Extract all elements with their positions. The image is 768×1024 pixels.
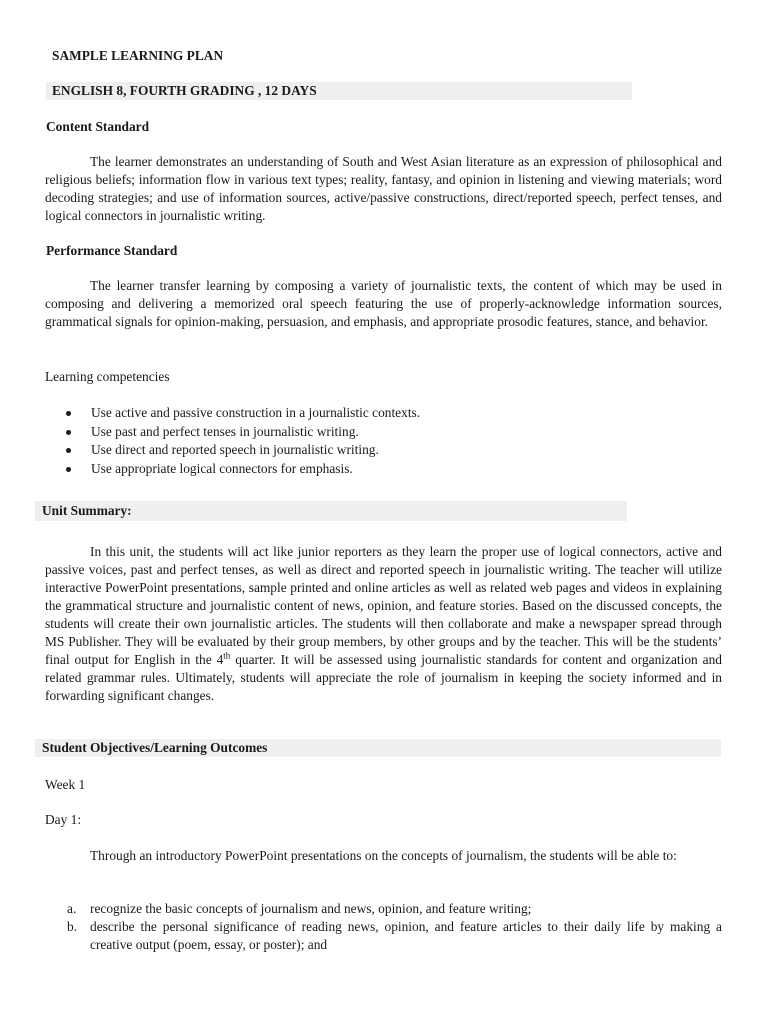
bullet-icon — [66, 411, 71, 416]
list-marker: b. — [67, 919, 78, 934]
bullet-icon — [66, 467, 71, 472]
list-item — [45, 460, 705, 479]
unit-summary-heading: Unit Summary: — [42, 503, 132, 518]
course-bar — [46, 82, 632, 100]
competency-text: Use direct and reported speech in journalistic writing. — [91, 442, 379, 458]
unit-summary-text — [45, 543, 722, 705]
competencies-list — [45, 404, 705, 479]
list-item — [45, 423, 705, 442]
list-marker: a. — [67, 901, 77, 916]
list-item — [45, 441, 705, 460]
bullet-icon — [66, 430, 71, 435]
content-standard-paragraph — [45, 153, 722, 225]
unit-summary-bar — [35, 501, 627, 521]
objectives-bar — [35, 739, 721, 757]
competency-text: Use appropriate logical connectors for emphasis. — [91, 461, 353, 477]
content-standard-heading: Content Standard — [46, 119, 150, 134]
competency-text: Use past and perfect tenses in journalistic writing. — [91, 423, 359, 439]
list-item — [45, 918, 722, 954]
performance-standard-paragraph — [45, 277, 722, 331]
unit-summary-text-main: In this unit, the students will act like junior reporters as they learn the proper use of logical connectors, active and passive voices, past and perfect tenses, as well as direct and reported speech in journalistic writing. The teacher will utilize interactive PowerPoint presentations, sample printed and online articles as well as related web pages and videos in explaining the grammatical structure and journalistic content of news, opinion, and feature stories. Based on the discussed concepts, the students will create their own journalistic articles. The students will then collaborate and make a newspaper spread through MS Publisher. They will be evaluated by their group members, by other groups and by the teacher. This will be the students’ final output for English in the 4 — [45, 544, 722, 667]
day-intro-paragraph: Through an introductory PowerPoint presentations on the concepts of journalism, the students will be able to: — [90, 848, 677, 863]
bullet-icon — [66, 448, 71, 453]
ordinal-suffix: th — [223, 650, 231, 661]
list-item — [45, 900, 722, 918]
unit-summary-text-end: quarter. It will be assessed using journalistic standards for content and organization and related grammar rules. Ultimately, students will appreciate the role of journalism in keeping the society informed and in forwarding significant changes. — [45, 652, 722, 703]
performance-standard-text: The learner transfer learning by composing a variety of journalistic texts, the content of which may be used in composing and delivering a memorized oral speech featuring the use of properly-acknowledge information sources, grammatical signals for opinion-making, persuasion, and emphasis, and appropriate prosodic features, stance, and behavior. — [45, 278, 722, 329]
list-item — [45, 404, 705, 423]
objective-text: recognize the basic concepts of journalism and news, opinion, and feature writing; — [90, 901, 532, 916]
performance-standard-heading: Performance Standard — [46, 243, 178, 258]
unit-summary-paragraph — [45, 543, 722, 705]
document-title: SAMPLE LEARNING PLAN — [52, 48, 224, 63]
content-standard-text: The learner demonstrates an understanding of South and West Asian literature as an expression of philosophical and religious beliefs; information flow in various text types; reality, fantasy, and opinion in listening and viewing materials; word decoding strategies; and use of information sources, active/passive constructions, direct/reported speech, perfect tenses, and logical connectors in journalistic writing. — [45, 154, 722, 223]
competency-text: Use active and passive construction in a journalistic contexts. — [91, 405, 421, 420]
week-label: Week 1 — [45, 777, 86, 792]
course-bar-text: ENGLISH 8, FOURTH GRADING , 12 DAYS — [52, 83, 317, 98]
objectives-heading: Student Objectives/Learning Outcomes — [42, 740, 268, 755]
objectives-list — [45, 900, 722, 954]
objective-text: describe the personal significance of reading news, opinion, and feature articles to their daily life by making a creative output (poem, essay, or poster); and — [90, 919, 722, 952]
learning-competencies-label: Learning competencies — [45, 369, 170, 384]
day-label: Day 1: — [45, 812, 82, 827]
